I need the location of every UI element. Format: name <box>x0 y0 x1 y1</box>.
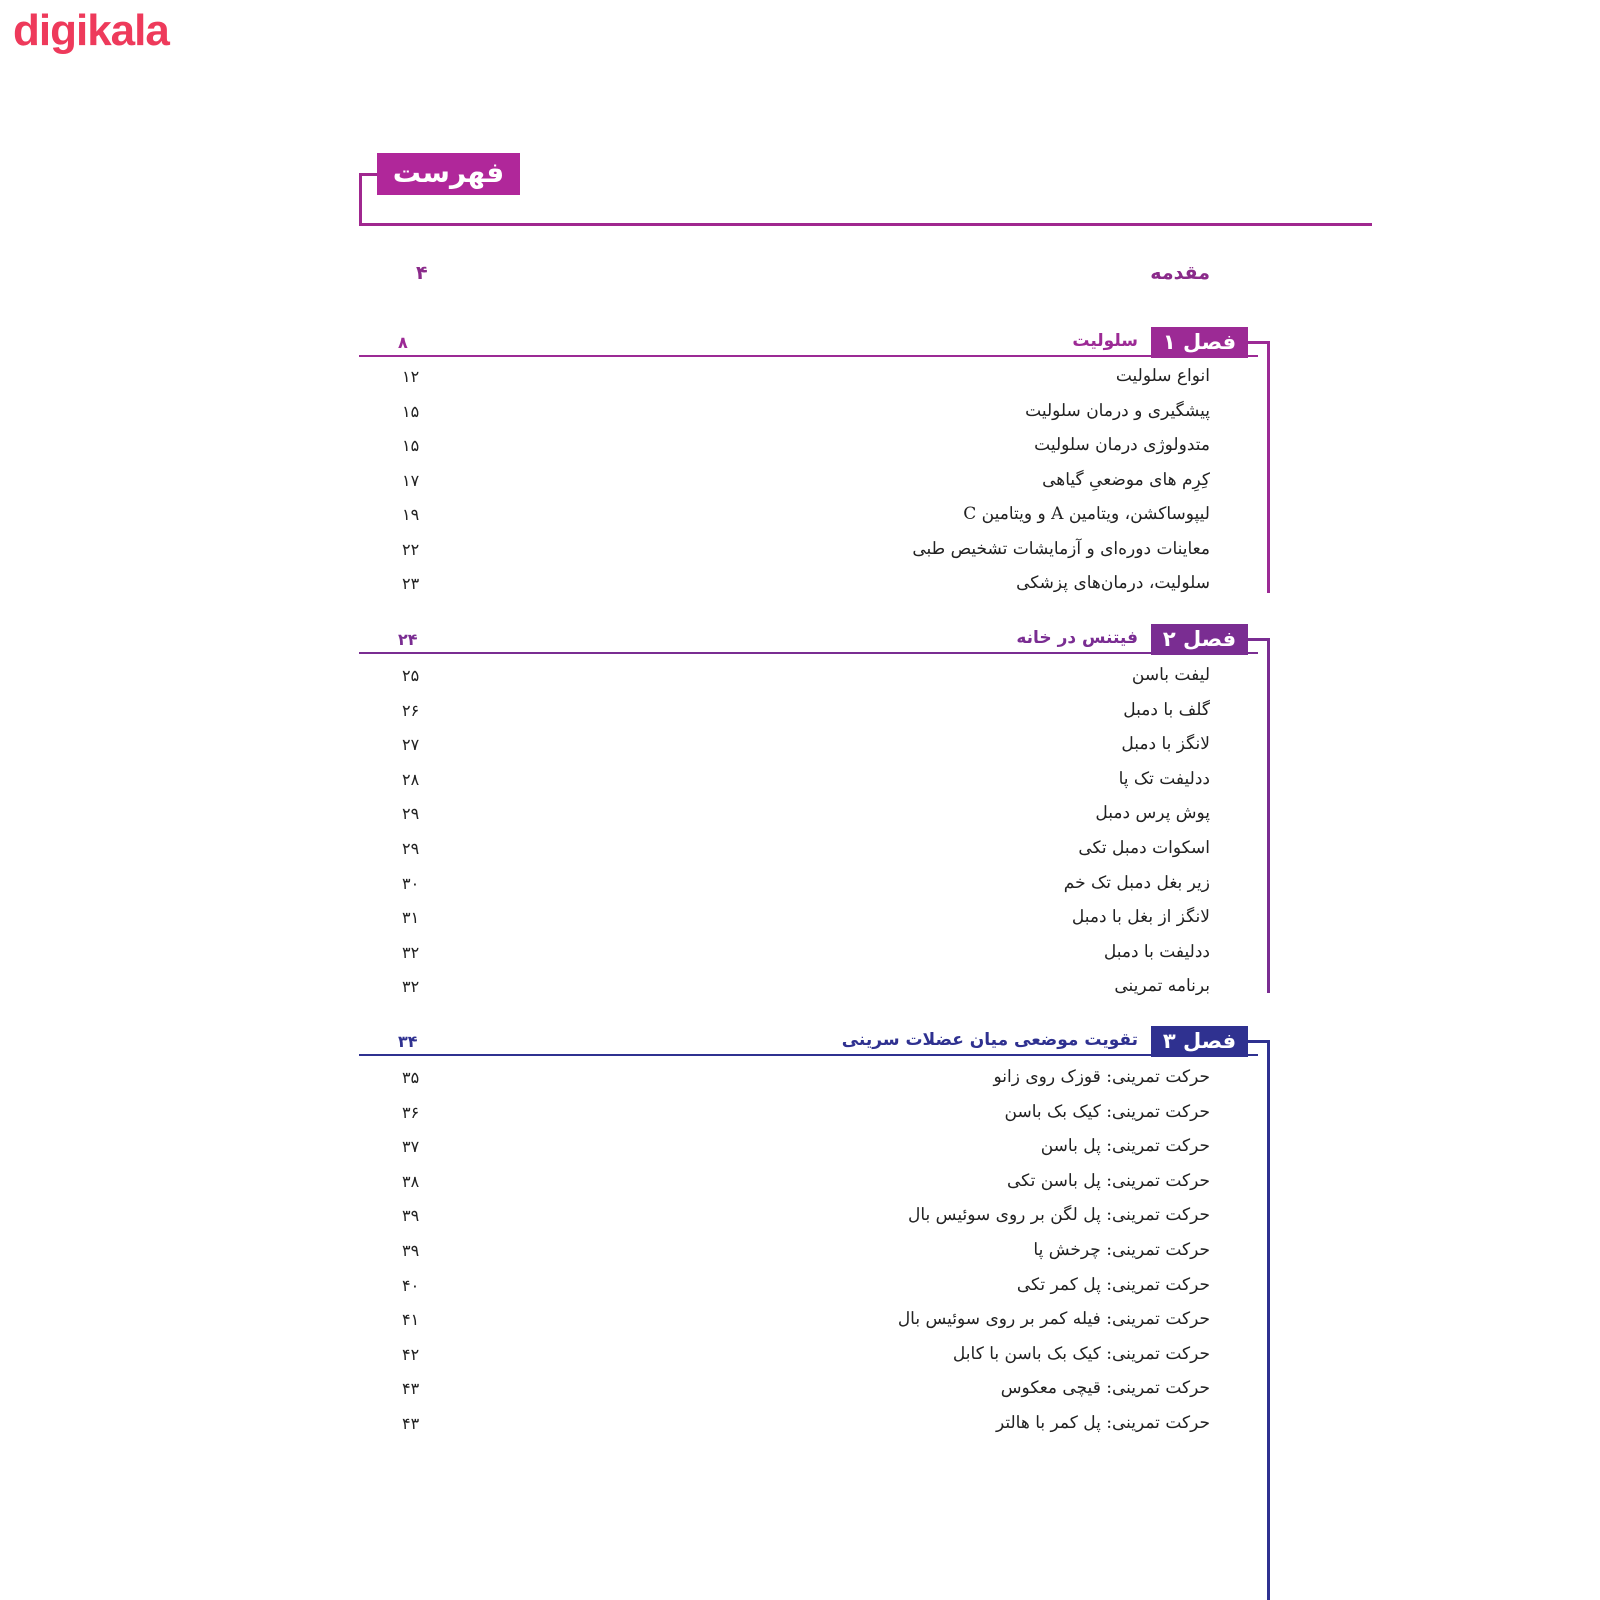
toc-entry-page: ۱۹ <box>402 505 420 524</box>
toc-entry: کِرِم های موضعیِ گیاهی <box>1042 470 1210 490</box>
toc-entry-page: ۳۶ <box>402 1103 420 1122</box>
toc-entry-page: ۱۵ <box>402 436 420 455</box>
toc-entry-page: ۳۱ <box>402 908 420 927</box>
toc-entry: حرکت تمرینی: کیک بک باسن با کابل <box>952 1344 1210 1364</box>
toc-entry-page: ۳۹ <box>402 1241 420 1260</box>
title-underline <box>359 223 1372 226</box>
toc-entry: لیپوساکشن، ویتامین A و ویتامین C <box>963 504 1210 524</box>
chapter-rule <box>359 652 1258 654</box>
toc-entry-page: ۴۳ <box>402 1379 420 1398</box>
toc-entry-page: ۱۷ <box>402 471 420 490</box>
toc-entry-page: ۳۹ <box>402 1206 420 1225</box>
toc-entry-page: ۴۳ <box>402 1414 420 1433</box>
toc-entry-page: ۲۹ <box>402 804 420 823</box>
toc-entry-page: ۳۲ <box>402 943 420 962</box>
toc-entry-page: ۲۶ <box>402 701 420 720</box>
toc-entry: برنامه تمرینی <box>1114 976 1210 996</box>
toc-entry: حرکت تمرینی: فیله کمر بر روی سوئیس بال <box>897 1309 1210 1329</box>
toc-entry: ددلیفت با دمبل <box>1103 942 1210 962</box>
toc-entry: زیر بغل دمبل تک خم <box>1063 873 1210 893</box>
toc-entry: حرکت تمرینی: قوزک روی زانو <box>993 1067 1210 1087</box>
chapter-bracket-side <box>1267 638 1270 993</box>
chapter-badge: فصل ۱ <box>1151 327 1248 358</box>
chapter-rule <box>359 355 1258 357</box>
toc-entry: معاینات دوره‌ای و آزمایشات تشخیص طبی <box>912 539 1210 559</box>
chapter-title: فیتنس در خانه <box>1016 628 1138 648</box>
toc-entry: اسکوات دمبل تکی <box>1078 838 1210 858</box>
toc-entry-page: ۴۰ <box>402 1276 420 1295</box>
toc-entry-page: ۱۵ <box>402 402 420 421</box>
toc-entry-page: ۲۷ <box>402 735 420 754</box>
toc-entry: متدولوژی درمان سلولیت <box>1034 435 1210 455</box>
toc-entry: سلولیت، درمان‌های پزشکی <box>1016 573 1210 593</box>
chapter-bracket-side <box>1267 1040 1270 1600</box>
toc-entry: حرکت تمرینی: پل باسن <box>1040 1136 1210 1156</box>
toc-entry: حرکت تمرینی: کیک بک باسن <box>1004 1102 1210 1122</box>
intro-page: ۴ <box>416 262 428 284</box>
toc-entry: انواع سلولیت <box>1115 366 1210 386</box>
toc-entry-page: ۲۲ <box>402 540 420 559</box>
title-frame-left <box>359 173 362 226</box>
toc-entry: لانگز از بغل با دمبل <box>1071 907 1210 927</box>
intro-label: مقدمه <box>1150 262 1210 284</box>
chapter-page: ۲۴ <box>398 630 418 649</box>
toc-entry: حرکت تمرینی: پل کمر با هالتر <box>995 1413 1210 1433</box>
toc-entry-page: ۲۸ <box>402 770 420 789</box>
toc-entry-page: ۳۷ <box>402 1137 420 1156</box>
toc-entry: حرکت تمرینی: قیچی معکوس <box>1000 1378 1210 1398</box>
toc-entry-page: ۳۰ <box>402 874 420 893</box>
toc-entry: ددلیفت تک پا <box>1118 769 1210 789</box>
toc-entry: پیشگیری و درمان سلولیت <box>1025 401 1210 421</box>
chapter-title: سلولیت <box>1072 331 1138 351</box>
chapter-title: تقویت موضعی میان عضلات سرینی <box>841 1030 1138 1050</box>
toc-entry: گلف با دمبل <box>1123 700 1210 720</box>
chapter-page: ۳۴ <box>398 1032 418 1051</box>
toc-entry-page: ۲۳ <box>402 574 420 593</box>
toc-entry-page: ۱۲ <box>402 367 420 386</box>
toc-entry: لانگز با دمبل <box>1121 734 1210 754</box>
toc-entry-page: ۳۵ <box>402 1068 420 1087</box>
toc-entry-page: ۳۸ <box>402 1172 420 1191</box>
chapter-bracket-side <box>1267 341 1270 593</box>
toc-title: فهرست <box>377 153 520 195</box>
toc-entry: حرکت تمرینی: پل کمر تکی <box>1016 1275 1210 1295</box>
digikala-logo: digikala <box>13 6 169 55</box>
chapter-badge: فصل ۳ <box>1151 1026 1248 1057</box>
toc-entry: پوش پرس دمبل <box>1095 803 1210 823</box>
toc-entry-page: ۳۲ <box>402 977 420 996</box>
toc-entry-page: ۴۲ <box>402 1345 420 1364</box>
chapter-badge: فصل ۲ <box>1151 624 1248 655</box>
toc-entry-page: ۲۹ <box>402 839 420 858</box>
toc-entry-page: ۴۱ <box>402 1310 420 1329</box>
toc-entry: حرکت تمرینی: پل باسن تکی <box>1007 1171 1210 1191</box>
chapter-page: ۸ <box>398 333 408 352</box>
toc-entry: لیفت باسن <box>1131 665 1210 685</box>
title-frame-top <box>359 173 379 176</box>
chapter-rule <box>359 1054 1258 1056</box>
toc-entry: حرکت تمرینی: چرخش پا <box>1033 1240 1210 1260</box>
toc-entry-page: ۲۵ <box>402 666 420 685</box>
toc-entry: حرکت تمرینی: پل لگن بر روی سوئیس بال <box>908 1205 1210 1225</box>
